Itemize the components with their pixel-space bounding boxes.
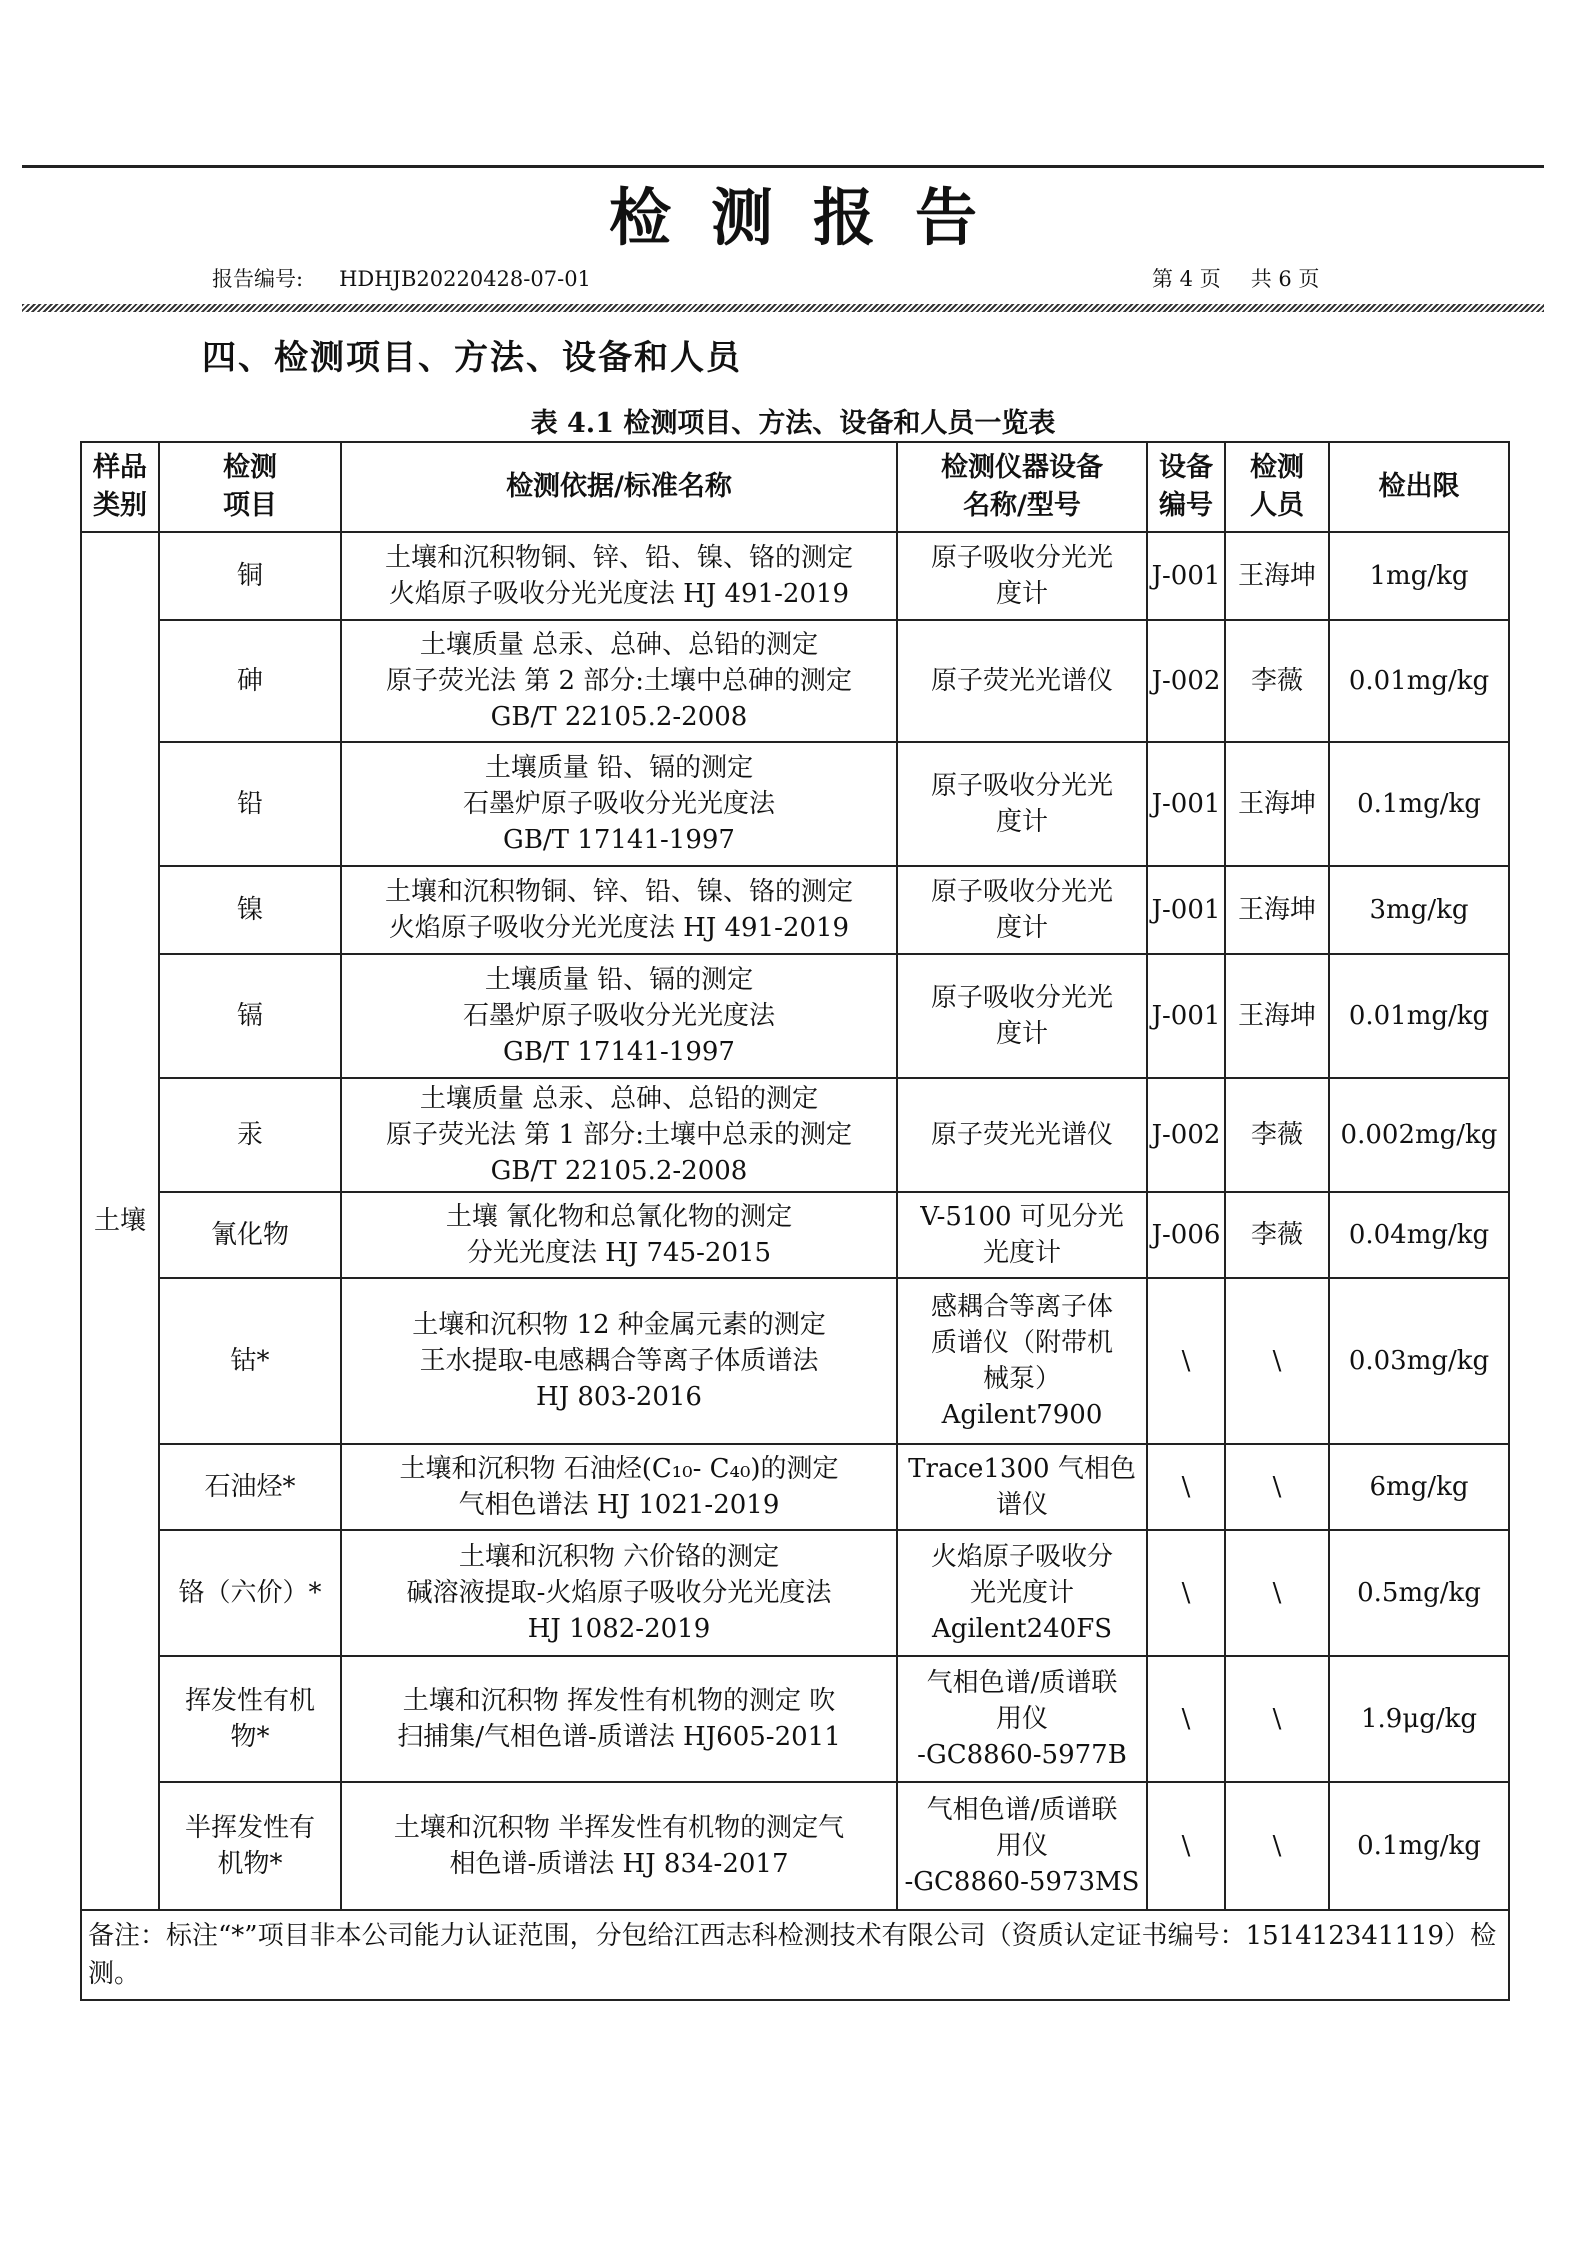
staff-cell: 王海坤 bbox=[1225, 954, 1329, 1078]
staff-cell: 李薇 bbox=[1225, 620, 1329, 742]
report-number-value: HDHJB20220428-07-01 bbox=[339, 267, 591, 291]
equip-no-cell: J-006 bbox=[1147, 1192, 1225, 1278]
method-cell: 土壤和沉积物铜、锌、铅、镍、铬的测定 火焰原子吸收分光光度法 HJ 491-2019 bbox=[341, 532, 897, 620]
page-total: 共 6 页 bbox=[1250, 267, 1320, 291]
limit-cell: 0.1mg/kg bbox=[1329, 742, 1509, 866]
instrument-cell: 原子荧光光谱仪 bbox=[897, 620, 1147, 742]
table-row bbox=[81, 1278, 1509, 1444]
table-caption: 表 4.1 检测项目、方法、设备和人员一览表 bbox=[530, 408, 1056, 439]
item-cell: 砷 bbox=[159, 620, 341, 742]
sample-type-cell: 土壤 bbox=[81, 532, 159, 1910]
method-cell: 土壤质量 总汞、总砷、总铅的测定 原子荧光法 第 2 部分:土壤中总砷的测定 GB/T 22105.2-2008 bbox=[341, 620, 897, 742]
limit-cell: 1.9μg/kg bbox=[1329, 1656, 1509, 1782]
equip-no-cell: J-001 bbox=[1147, 532, 1225, 620]
staff-cell: 王海坤 bbox=[1225, 866, 1329, 954]
equip-no-cell: \ bbox=[1147, 1444, 1225, 1530]
item-cell: 钴* bbox=[159, 1278, 341, 1444]
staff-cell: 王海坤 bbox=[1225, 532, 1329, 620]
item-cell: 铬（六价）* bbox=[159, 1530, 341, 1656]
method-cell: 土壤和沉积物 半挥发性有机物的测定气 相色谱-质谱法 HJ 834-2017 bbox=[341, 1782, 897, 1910]
instrument-cell: 原子吸收分光光 度计 bbox=[897, 866, 1147, 954]
staff-cell: \ bbox=[1225, 1656, 1329, 1782]
equip-no-cell: J-001 bbox=[1147, 866, 1225, 954]
method-cell: 土壤和沉积物 挥发性有机物的测定 吹 扫捕集/气相色谱-质谱法 HJ605-2011 bbox=[341, 1656, 897, 1782]
header-sample-type: 样品 类别 bbox=[81, 442, 159, 532]
report-title: 检测报告 bbox=[608, 181, 1017, 254]
report-number bbox=[212, 263, 591, 293]
limit-cell: 0.01mg/kg bbox=[1329, 954, 1509, 1078]
staff-cell: 李薇 bbox=[1225, 1078, 1329, 1192]
limit-cell: 0.002mg/kg bbox=[1329, 1078, 1509, 1192]
section-heading: 四、检测项目、方法、设备和人员 bbox=[202, 338, 742, 378]
instrument-cell: 感耦合等离子体 质谱仪（附带机 械泵） Agilent7900 bbox=[897, 1278, 1147, 1444]
equip-no-cell: J-001 bbox=[1147, 954, 1225, 1078]
staff-cell: \ bbox=[1225, 1782, 1329, 1910]
header-instrument: 检测仪器设备 名称/型号 bbox=[897, 442, 1147, 532]
equip-no-cell: J-002 bbox=[1147, 1078, 1225, 1192]
staff-cell: \ bbox=[1225, 1444, 1329, 1530]
instrument-cell: 原子吸收分光光 度计 bbox=[897, 954, 1147, 1078]
item-cell: 汞 bbox=[159, 1078, 341, 1192]
item-cell: 镉 bbox=[159, 954, 341, 1078]
table-row bbox=[81, 532, 1509, 620]
table-row bbox=[81, 954, 1509, 1078]
header-divider bbox=[22, 304, 1544, 312]
equip-no-cell: \ bbox=[1147, 1656, 1225, 1782]
method-cell: 土壤和沉积物 12 种金属元素的测定 王水提取-电感耦合等离子体质谱法 HJ 803-2016 bbox=[341, 1278, 897, 1444]
instrument-cell: 火焰原子吸收分 光光度计 Agilent240FS bbox=[897, 1530, 1147, 1656]
page-number: 第 4 页 bbox=[1152, 267, 1221, 291]
staff-cell: 李薇 bbox=[1225, 1192, 1329, 1278]
method-cell: 土壤 氰化物和总氰化物的测定 分光光度法 HJ 745-2015 bbox=[341, 1192, 897, 1278]
method-cell: 土壤和沉积物 石油烃(C₁₀- C₄₀)的测定 气相色谱法 HJ 1021-2019 bbox=[341, 1444, 897, 1530]
table-row bbox=[81, 620, 1509, 742]
staff-cell: 王海坤 bbox=[1225, 742, 1329, 866]
table-row bbox=[81, 1530, 1509, 1656]
item-cell: 石油烃* bbox=[159, 1444, 341, 1530]
method-cell: 土壤质量 铅、镉的测定 石墨炉原子吸收分光光度法 GB/T 17141-1997 bbox=[341, 954, 897, 1078]
item-cell: 氰化物 bbox=[159, 1192, 341, 1278]
staff-cell: \ bbox=[1225, 1530, 1329, 1656]
instrument-cell: 原子吸收分光光 度计 bbox=[897, 742, 1147, 866]
staff-cell: \ bbox=[1225, 1278, 1329, 1444]
page-indicator bbox=[1152, 263, 1319, 293]
instrument-cell: 气相色谱/质谱联 用仪 -GC8860-5973MS bbox=[897, 1782, 1147, 1910]
instrument-cell: 原子吸收分光光 度计 bbox=[897, 532, 1147, 620]
equip-no-cell: J-002 bbox=[1147, 620, 1225, 742]
item-cell: 挥发性有机 物* bbox=[159, 1656, 341, 1782]
header-equip-no: 设备 编号 bbox=[1147, 442, 1225, 532]
limit-cell: 3mg/kg bbox=[1329, 866, 1509, 954]
table-body bbox=[81, 532, 1509, 1910]
table-row bbox=[81, 742, 1509, 866]
table-row bbox=[81, 1444, 1509, 1530]
instrument-cell: Trace1300 气相色 谱仪 bbox=[897, 1444, 1147, 1530]
method-cell: 土壤质量 总汞、总砷、总铅的测定 原子荧光法 第 1 部分:土壤中总汞的测定 GB/T 22105.2-2008 bbox=[341, 1078, 897, 1192]
header-method: 检测依据/标准名称 bbox=[341, 442, 897, 532]
item-cell: 铜 bbox=[159, 532, 341, 620]
item-cell: 铅 bbox=[159, 742, 341, 866]
header-staff: 检测 人员 bbox=[1225, 442, 1329, 532]
limit-cell: 0.04mg/kg bbox=[1329, 1192, 1509, 1278]
table-row bbox=[81, 1078, 1509, 1192]
item-cell: 半挥发性有 机物* bbox=[159, 1782, 341, 1910]
limit-cell: 0.03mg/kg bbox=[1329, 1278, 1509, 1444]
table-row bbox=[81, 1192, 1509, 1278]
report-number-label: 报告编号: bbox=[212, 267, 304, 291]
limit-cell: 0.1mg/kg bbox=[1329, 1782, 1509, 1910]
method-cell: 土壤和沉积物 六价铬的测定 碱溶液提取-火焰原子吸收分光光度法 HJ 1082-2019 bbox=[341, 1530, 897, 1656]
table-row bbox=[81, 866, 1509, 954]
header-item: 检测 项目 bbox=[159, 442, 341, 532]
limit-cell: 0.01mg/kg bbox=[1329, 620, 1509, 742]
limit-cell: 0.5mg/kg bbox=[1329, 1530, 1509, 1656]
limit-cell: 1mg/kg bbox=[1329, 532, 1509, 620]
method-cell: 土壤质量 铅、镉的测定 石墨炉原子吸收分光光度法 GB/T 17141-1997 bbox=[341, 742, 897, 866]
instrument-cell: 气相色谱/质谱联 用仪 -GC8860-5977B bbox=[897, 1656, 1147, 1782]
equip-no-cell: \ bbox=[1147, 1782, 1225, 1910]
equip-no-cell: \ bbox=[1147, 1278, 1225, 1444]
header-limit: 检出限 bbox=[1329, 442, 1509, 532]
item-cell: 镍 bbox=[159, 866, 341, 954]
method-cell: 土壤和沉积物铜、锌、铅、镍、铬的测定 火焰原子吸收分光光度法 HJ 491-2019 bbox=[341, 866, 897, 954]
equip-no-cell: \ bbox=[1147, 1530, 1225, 1656]
limit-cell: 6mg/kg bbox=[1329, 1444, 1509, 1530]
methods-table bbox=[80, 441, 1510, 2001]
instrument-cell: 原子荧光光谱仪 bbox=[897, 1078, 1147, 1192]
equip-no-cell: J-001 bbox=[1147, 742, 1225, 866]
table-note: 备注：标注“*”项目非本公司能力认证范围，分包给江西志科检测技术有限公司（资质认定证书编号：151412341119）检测。 bbox=[81, 1910, 1509, 2000]
instrument-cell: V-5100 可见分光 光度计 bbox=[897, 1192, 1147, 1278]
table-row bbox=[81, 1656, 1509, 1782]
table-row bbox=[81, 1782, 1509, 1910]
